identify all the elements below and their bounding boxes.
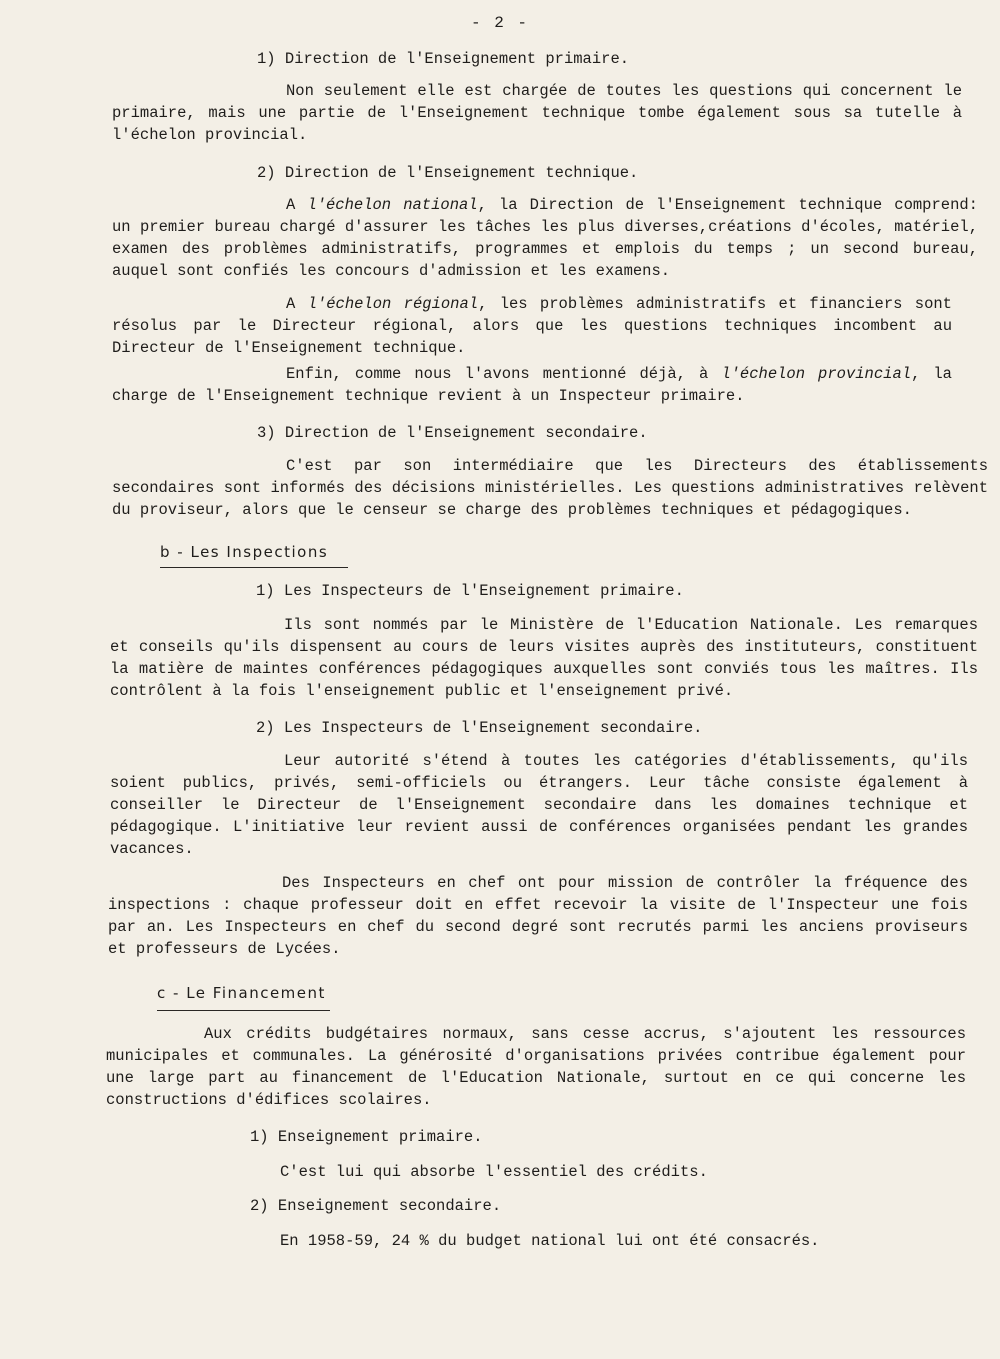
s2-paragraph-national bbox=[112, 194, 978, 282]
page-number: - 2 - bbox=[470, 14, 529, 32]
s2-p1-rest: , la Direction de l'Enseignement technique comprend: un premier bureau chargé d'assurer les tâches les plus diverses,créations d'écoles, matériel, examen des problèmes administratifs, programmes et emplois du temps ; un second bureau, auquel sont confiés les concours d'admission et les examens. bbox=[112, 196, 978, 280]
c1-heading: 1) Enseignement primaire. bbox=[250, 1128, 483, 1146]
s2-heading: 2) Direction de l'Enseignement technique. bbox=[257, 164, 639, 182]
s1-paragraph: Non seulement elle est chargée de toutes les questions qui concernent le primaire, mais une partie de l'Enseignement technique tombe également sous sa tutelle à l'échelon provincial. bbox=[112, 82, 962, 144]
s2-p2-lead: A bbox=[286, 295, 308, 313]
section-b-title: b - Les Inspections bbox=[160, 543, 329, 561]
s2-p3-lead: Enfin, comme nous l'avons mentionné déjà, à bbox=[286, 365, 722, 383]
c2-paragraph: En 1958-59, 24 % du budget national lui ont été consacrés. bbox=[280, 1232, 820, 1250]
s3-paragraph: C'est par son intermédiaire que les Directeurs des établissements secondaires sont informés des décisions ministérielles. Les questions administratives relèvent du proviseur, alors que le censeur se charge des problèmes techniques et pédagogiques. bbox=[112, 457, 988, 519]
s2-paragraph-regional bbox=[112, 293, 952, 359]
section-c-underline bbox=[157, 1010, 330, 1011]
s2-p3-emphasis: l'échelon provincial bbox=[721, 365, 912, 383]
section-b-underline bbox=[160, 567, 348, 568]
c-paragraph: Aux crédits budgétaires normaux, sans cesse accrus, s'ajoutent les ressources municipales et communales. La générosité d'organisations privées contribue également pour une large part au financement de l'Education Nationale, surtout en ce qui concerne les constructions d'édifices scolaires. bbox=[106, 1025, 966, 1109]
s2-p1-lead: A bbox=[286, 196, 308, 214]
s1-heading: 1) Direction de l'Enseignement primaire. bbox=[257, 50, 630, 68]
section-c-title: c - Le Financement bbox=[157, 984, 326, 1002]
b1-heading: 1) Les Inspecteurs de l'Enseignement primaire. bbox=[256, 582, 684, 600]
b1-paragraph: Ils sont nommés par le Ministère de l'Education Nationale. Les remarques et conseils qu'ils dispensent au cours de leurs visites auprès des instituteurs, constituent la matière de maintes conférences pédagogiques auxquelles sont conviés tous les maîtres. Ils contrôlent à la fois l'enseignement public et l'enseignement privé. bbox=[110, 616, 978, 700]
s2-p2-rest: , les problèmes administratifs et financiers sont résolus par le Directeur régional, alors que les questions techniques incombent au Directeur de l'Enseignement technique. bbox=[112, 295, 952, 357]
s2-p3-rest: , la charge de l'Enseignement technique revient à un Inspecteur primaire. bbox=[112, 365, 952, 405]
b2-heading: 2) Les Inspecteurs de l'Enseignement secondaire. bbox=[256, 719, 703, 737]
s3-heading: 3) Direction de l'Enseignement secondaire. bbox=[257, 424, 648, 442]
b2-paragraph-1: Leur autorité s'étend à toutes les catégories d'établissements, qu'ils soient publics, privés, semi-officiels ou étrangers. Leur tâche consiste également à conseiller le Directeur de l'Enseignement secondaire dans les domaines technique et pédagogique. L'initiative leur revient aussi de conférences organisées pendant les grandes vacances. bbox=[110, 752, 968, 858]
s2-paragraph-provincial bbox=[112, 363, 952, 407]
b2-paragraph-2: Des Inspecteurs en chef ont pour mission de contrôler la fréquence des inspections : chaque professeur doit en effet recevoir la visite de l'Inspecteur une fois par an. Les Inspecteurs en chef du second degré sont recrutés parmi les anciens proviseurs et professeurs de Lycées. bbox=[108, 874, 968, 958]
s2-p1-emphasis: l'échelon national bbox=[307, 196, 478, 214]
s2-p2-emphasis: l'échelon régional bbox=[307, 295, 479, 313]
c1-paragraph: C'est lui qui absorbe l'essentiel des crédits. bbox=[280, 1163, 708, 1181]
c2-heading: 2) Enseignement secondaire. bbox=[250, 1197, 502, 1215]
